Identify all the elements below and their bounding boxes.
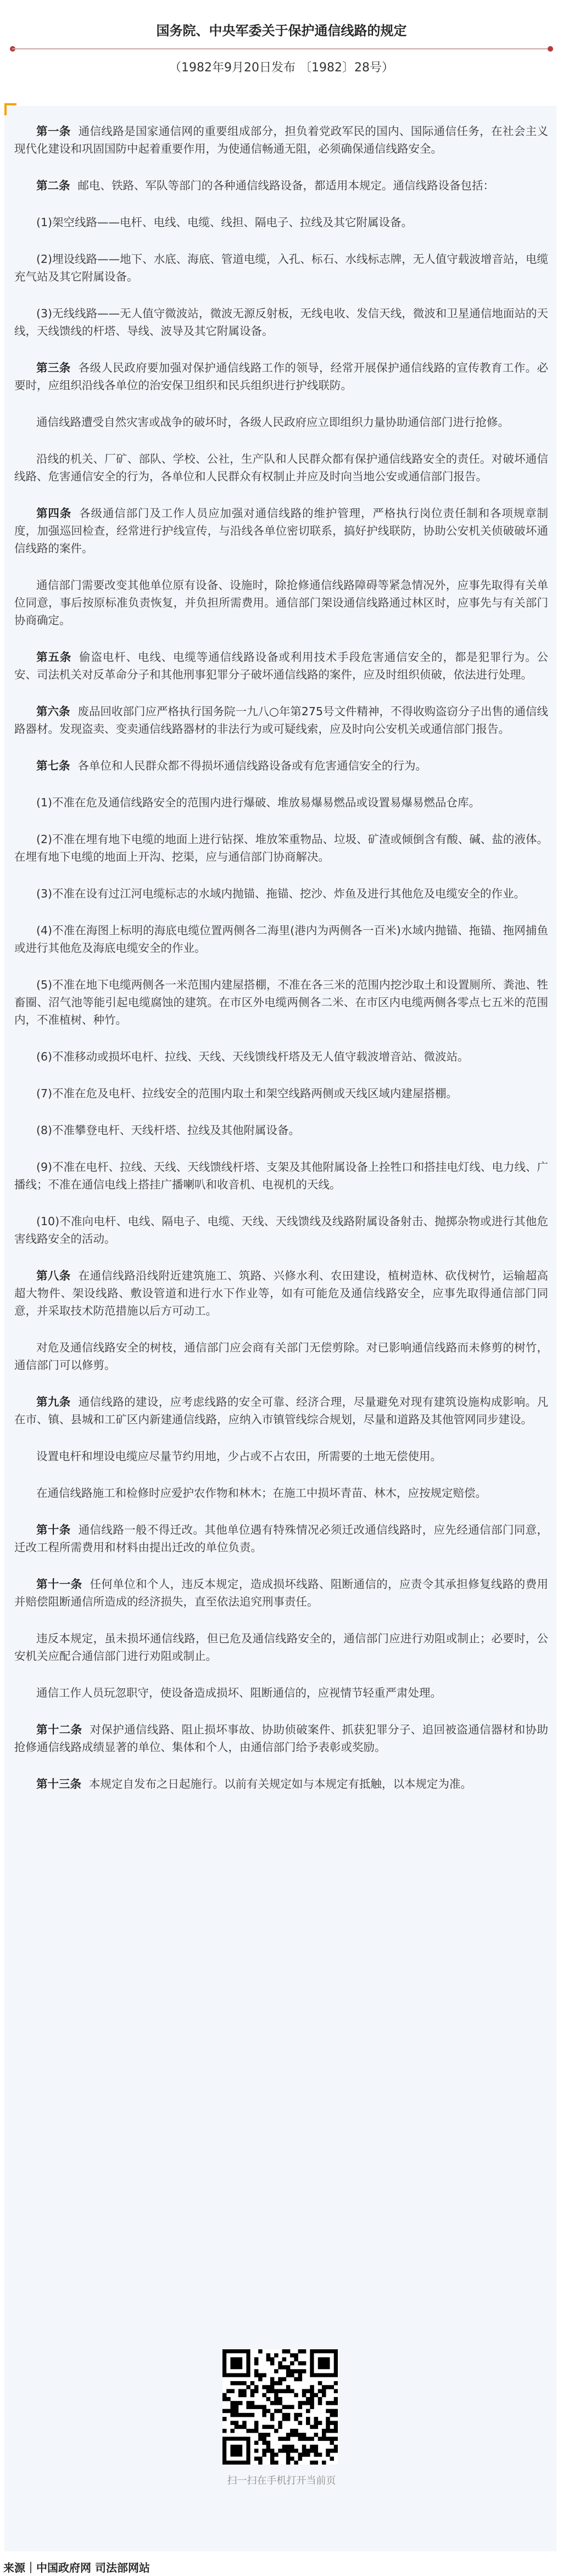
article-text: 本规定自发布之日起施行。以前有关规定如与本规定有抵触，以本规定为准。 (89, 1777, 472, 1791)
article-paragraph (14, 1721, 548, 1756)
title-divider (12, 48, 550, 49)
article-paragraph (14, 794, 548, 811)
article-label: 第二条 (36, 179, 70, 192)
article-text: 对保护通信线路、阻止损坏事故、协助侦破案件、抓获犯罪分子、追回被盗通信器材和协助抢修通信线路成绩显著的单位、集体和个人，由通信部门给予表彰或奖励。 (14, 1723, 549, 1754)
article-paragraph (14, 703, 548, 738)
article-paragraph (14, 250, 548, 285)
source-footer (0, 2558, 563, 2576)
article-text: 邮电、铁路、军队等部门的各种通信线路设备，都适用本规定。通信线路设备包括： (77, 179, 494, 192)
article-text: 各级通信部门及工作人员应加强对通信线路的维护管理，严格执行岗位责任制和各项规章制度，加强巡回检查，经常进行护线宣传，与沿线各单位密切联系，搞好护线联防，协助公安机关侦破破坏通信线路的案件。 (14, 507, 548, 555)
article-text: (7)不准在危及电杆、拉线安全的范围内取土和架空线路两侧或天线区域内建屋搭棚。 (36, 1087, 458, 1100)
article-paragraph (14, 976, 548, 1029)
article-paragraph (14, 1085, 548, 1102)
article-label: 第五条 (36, 650, 72, 664)
article-text: (9)不准在电杆、拉线、天线、天线馈线杆塔、支架及其他附属设备上拴牲口和搭挂电灯线、电力线、广播线；不准在通信电线上搭挂广播喇叭和收音机、电视机的天线。 (14, 1160, 548, 1191)
article-text: 通信工作人员玩忽职守，使设备造成损坏、阻断通信的，应视情节轻重严肃处理。 (36, 1686, 442, 1699)
article-label: 第十二条 (36, 1723, 82, 1736)
document-header (0, 0, 563, 93)
article-paragraph (14, 830, 548, 866)
article-text: (1)架空线路——电杆、电线、电缆、线担、隔电子、拉线及其它附属设备。 (36, 216, 413, 229)
article-paragraph (14, 1267, 548, 1320)
article-paragraph (14, 1684, 548, 1702)
article-label: 第七条 (36, 759, 70, 772)
article-text: 在通信线路施工和检修时应爱护农作物和林木；在施工中损坏青苗、林木，应按规定赔偿。 (36, 1486, 487, 1500)
article-paragraph (14, 450, 548, 485)
article-text: 违反本规定，虽未损坏通信线路，但已危及通信线路安全的，通信部门应进行劝阻或制止；必要时，公安机关应配合通信部门进行劝阻或制止。 (14, 1632, 548, 1663)
article-paragraph (14, 1575, 548, 1610)
article-text: 任何单位和个人，违反本规定，造成损坏线路、阻断通信的，应责令其承担修复线路的费用并赔偿阻断通信所造成的经济损失，直至依法追究刑事责任。 (14, 1578, 549, 1608)
article-text: (2)埋设线路——地下、水底、海底、管道电缆，入孔、标石、水线标志牌，无人值守载波增音站，电缆充气站及其它附属设备。 (14, 252, 548, 283)
article-label: 第九条 (36, 1395, 71, 1408)
article-text: (2)不准在埋有地下电缆的地面上进行钻探、堆放笨重物品、垃圾、矿渣或倾倒含有酸、碱、盐的液体。在埋有地下电缆的地面上开沟、挖渠，应与通信部门协商解决。 (14, 833, 548, 863)
article-paragraph (14, 1048, 548, 1065)
article-paragraph (14, 1121, 548, 1139)
article-text: 通信线路一般不得迁改。其他单位遇有特殊情况必须迁改通信线路时，应先经通信部门同意，迁改工程所需费用和材料由提出迁改的单位负责。 (14, 1523, 549, 1554)
article-paragraph (14, 413, 548, 431)
qr-code (222, 2349, 338, 2465)
panel-corner-accent (4, 103, 16, 115)
article-label: 第八条 (36, 1269, 71, 1282)
document-title: 国务院、中央军委关于保护通信线路的规定 (156, 23, 407, 38)
article-text: (5)不准在地下电缆两侧各一米范围内建屋搭棚，不准在各三米的范围内挖沙取土和设置厕所、粪池、牲畜圈、沼气池等能引起电缆腐蚀的建筑。在市区外电缆两侧各二米、在市区内电缆两侧各零点七五米的范围内，不准植树、种竹。 (14, 978, 548, 1026)
qr-code-icon (222, 2349, 338, 2465)
article-text: 沿线的机关、厂矿、部队、学校、公社，生产队和人民群众都有保护通信线路安全的责任。对破坏通信线路、危害通信安全的行为，各单位和人民群众有权制止并应及时向当地公安或通信部门报告。 (14, 452, 548, 483)
article-paragraph (14, 1213, 548, 1248)
article-text: (10)不准向电杆、电线、隔电子、电缆、天线、天线馈线及线路附属设备射击、抛掷杂物或进行其他危害线路安全的活动。 (14, 1215, 548, 1245)
article-paragraph (14, 1339, 548, 1374)
article-text: (6)不准移动或损坏电杆、拉线、天线、天线馈线杆塔及无人值守载波增音站、微波站。 (36, 1050, 469, 1063)
article-paragraph (14, 359, 548, 394)
article-label: 第十三条 (36, 1777, 81, 1791)
article-paragraph (14, 1447, 548, 1465)
article-text: 各单位和人民群众都不得损坏通信线路设备或有危害通信安全的行为。 (77, 759, 427, 772)
article-paragraph (14, 214, 548, 231)
article-paragraph (14, 757, 548, 775)
article-label: 第十一条 (36, 1578, 82, 1591)
article-text: 废品回收部门应严格执行国务院一九八○年第275号文件精神，不得收购盗窃分子出售的通信线路器材。发现盗卖、变卖通信线路器材的非法行为或可疑线索，应及时向公安机关或通信部门报告。 (14, 705, 549, 736)
article-label: 第一条 (36, 125, 71, 138)
article-paragraph (14, 1630, 548, 1665)
article-text: 通信线路遭受自然灾害或战争的破坏时，各级人民政府应立即组织力量协助通信部门进行抢修。 (36, 416, 509, 429)
article-paragraph (14, 1393, 548, 1428)
article-text: (3)不准在设有过江河电缆标志的水域内抛锚、拖锚、挖沙、炸鱼及进行其他危及电缆安全的作业。 (36, 887, 526, 900)
article-text: 偷盗电杆、电线、电缆等通信线路设备或利用技术手段危害通信安全的，都是犯罪行为。公安、司法机关对反革命分子和其他刑事犯罪分子破坏通信线路的案件，应及时组织侦破，依法进行处理。 (14, 650, 548, 681)
article-paragraph (14, 177, 548, 194)
decor-dot-right (548, 46, 553, 52)
article-paragraph (14, 305, 548, 340)
article-label: 第四条 (36, 507, 72, 520)
article-label: 第六条 (36, 705, 70, 718)
article-text: 通信线路是国家通信网的重要组成部分，担负着党政军民的国内、国际通信任务，在社会主义现代化建设和巩固国防中起着重要作用，为使通信畅通无阻，必须确保通信线路安全。 (14, 125, 549, 155)
article-text: 在通信线路沿线附近建筑施工、筑路、兴修水利、农田建设，植树造林、砍伐树竹，运输超高超大物件、架设线路、敷设管道和进行水下作业等，如有可能危及通信线路安全，应事先取得通信部门同意，并采取技术防范措施以后方可动工。 (14, 1269, 549, 1317)
article-paragraph (14, 1521, 548, 1556)
article-paragraph (14, 504, 548, 557)
article-text: (8)不准攀登电杆、天线杆塔、拉线及其他附属设备。 (36, 1124, 300, 1137)
article-paragraph (14, 122, 548, 158)
article-paragraph (14, 648, 548, 683)
article-paragraph (14, 1484, 548, 1502)
article-text: (4)不准在海图上标明的海底电缆位置两侧各二海里(港内为两侧各一百米)水域内抛锚、拖锚、拖网捕鱼或进行其他危及海底电缆安全的作业。 (14, 924, 548, 955)
article-text: 各级人民政府要加强对保护通信线路工作的领导，经常开展保护通信线路的宣传教育工作。必要时，应组织沿线各单位的治安保卫组织和民兵组织进行护线联防。 (14, 361, 549, 392)
article-paragraph (14, 1775, 548, 1793)
article-label: 第三条 (36, 361, 71, 374)
article-text: (3)无线线路——无人值守微波站，微波无源反射板，无线电收、发信天线，微波和卫星通信地面站的天线，天线馈线的杆塔、导线、波导及其它附属设备。 (14, 307, 548, 338)
article-label: 第十条 (36, 1523, 71, 1536)
qr-caption: 扫一扫在手机打开当前页 (227, 2475, 336, 2487)
article-text: (1)不准在危及通信线路安全的范围内进行爆破、堆放易爆易燃品或设置易爆易燃品仓库。 (36, 796, 481, 809)
article-paragraph (14, 885, 548, 902)
article-text: 通信线路的建设，应考虑线路的安全可靠、经济合理，尽量避免对现有建筑设施构成影响。凡在市、镇、县城和工矿区内新建通信线路，应纳入市镇管线综合规划，尽量和道路及其他管网同步建设。 (14, 1395, 549, 1426)
article-text: 设置电杆和埋设电缆应尽量节约用地，少占或不占农田，所需要的土地无偿使用。 (36, 1450, 442, 1463)
article-paragraph (14, 922, 548, 957)
article-paragraph (14, 576, 548, 629)
source-label: 来源｜中国政府网 司法部网站 (3, 2561, 150, 2574)
article-text: 通信部门需要改变其他单位原有设备、设施时，除抢修通信线路障碍等紧急情况外，应事先取得有关单位同意，事后按原标准负责恢复，并负担所需费用。通信部门架设通信线路通过林区时，应事先与有关部门协商确定。 (14, 579, 548, 627)
article-paragraph (14, 1158, 548, 1193)
document-body (14, 122, 548, 1812)
document-subtitle: （1982年9月20日发布 〔1982〕28号） (169, 61, 394, 75)
article-text: 对危及通信线路安全的树枝，通信部门应会商有关部门无偿剪除。对已影响通信线路而未修剪的树竹，通信部门可以修剪。 (14, 1341, 548, 1372)
